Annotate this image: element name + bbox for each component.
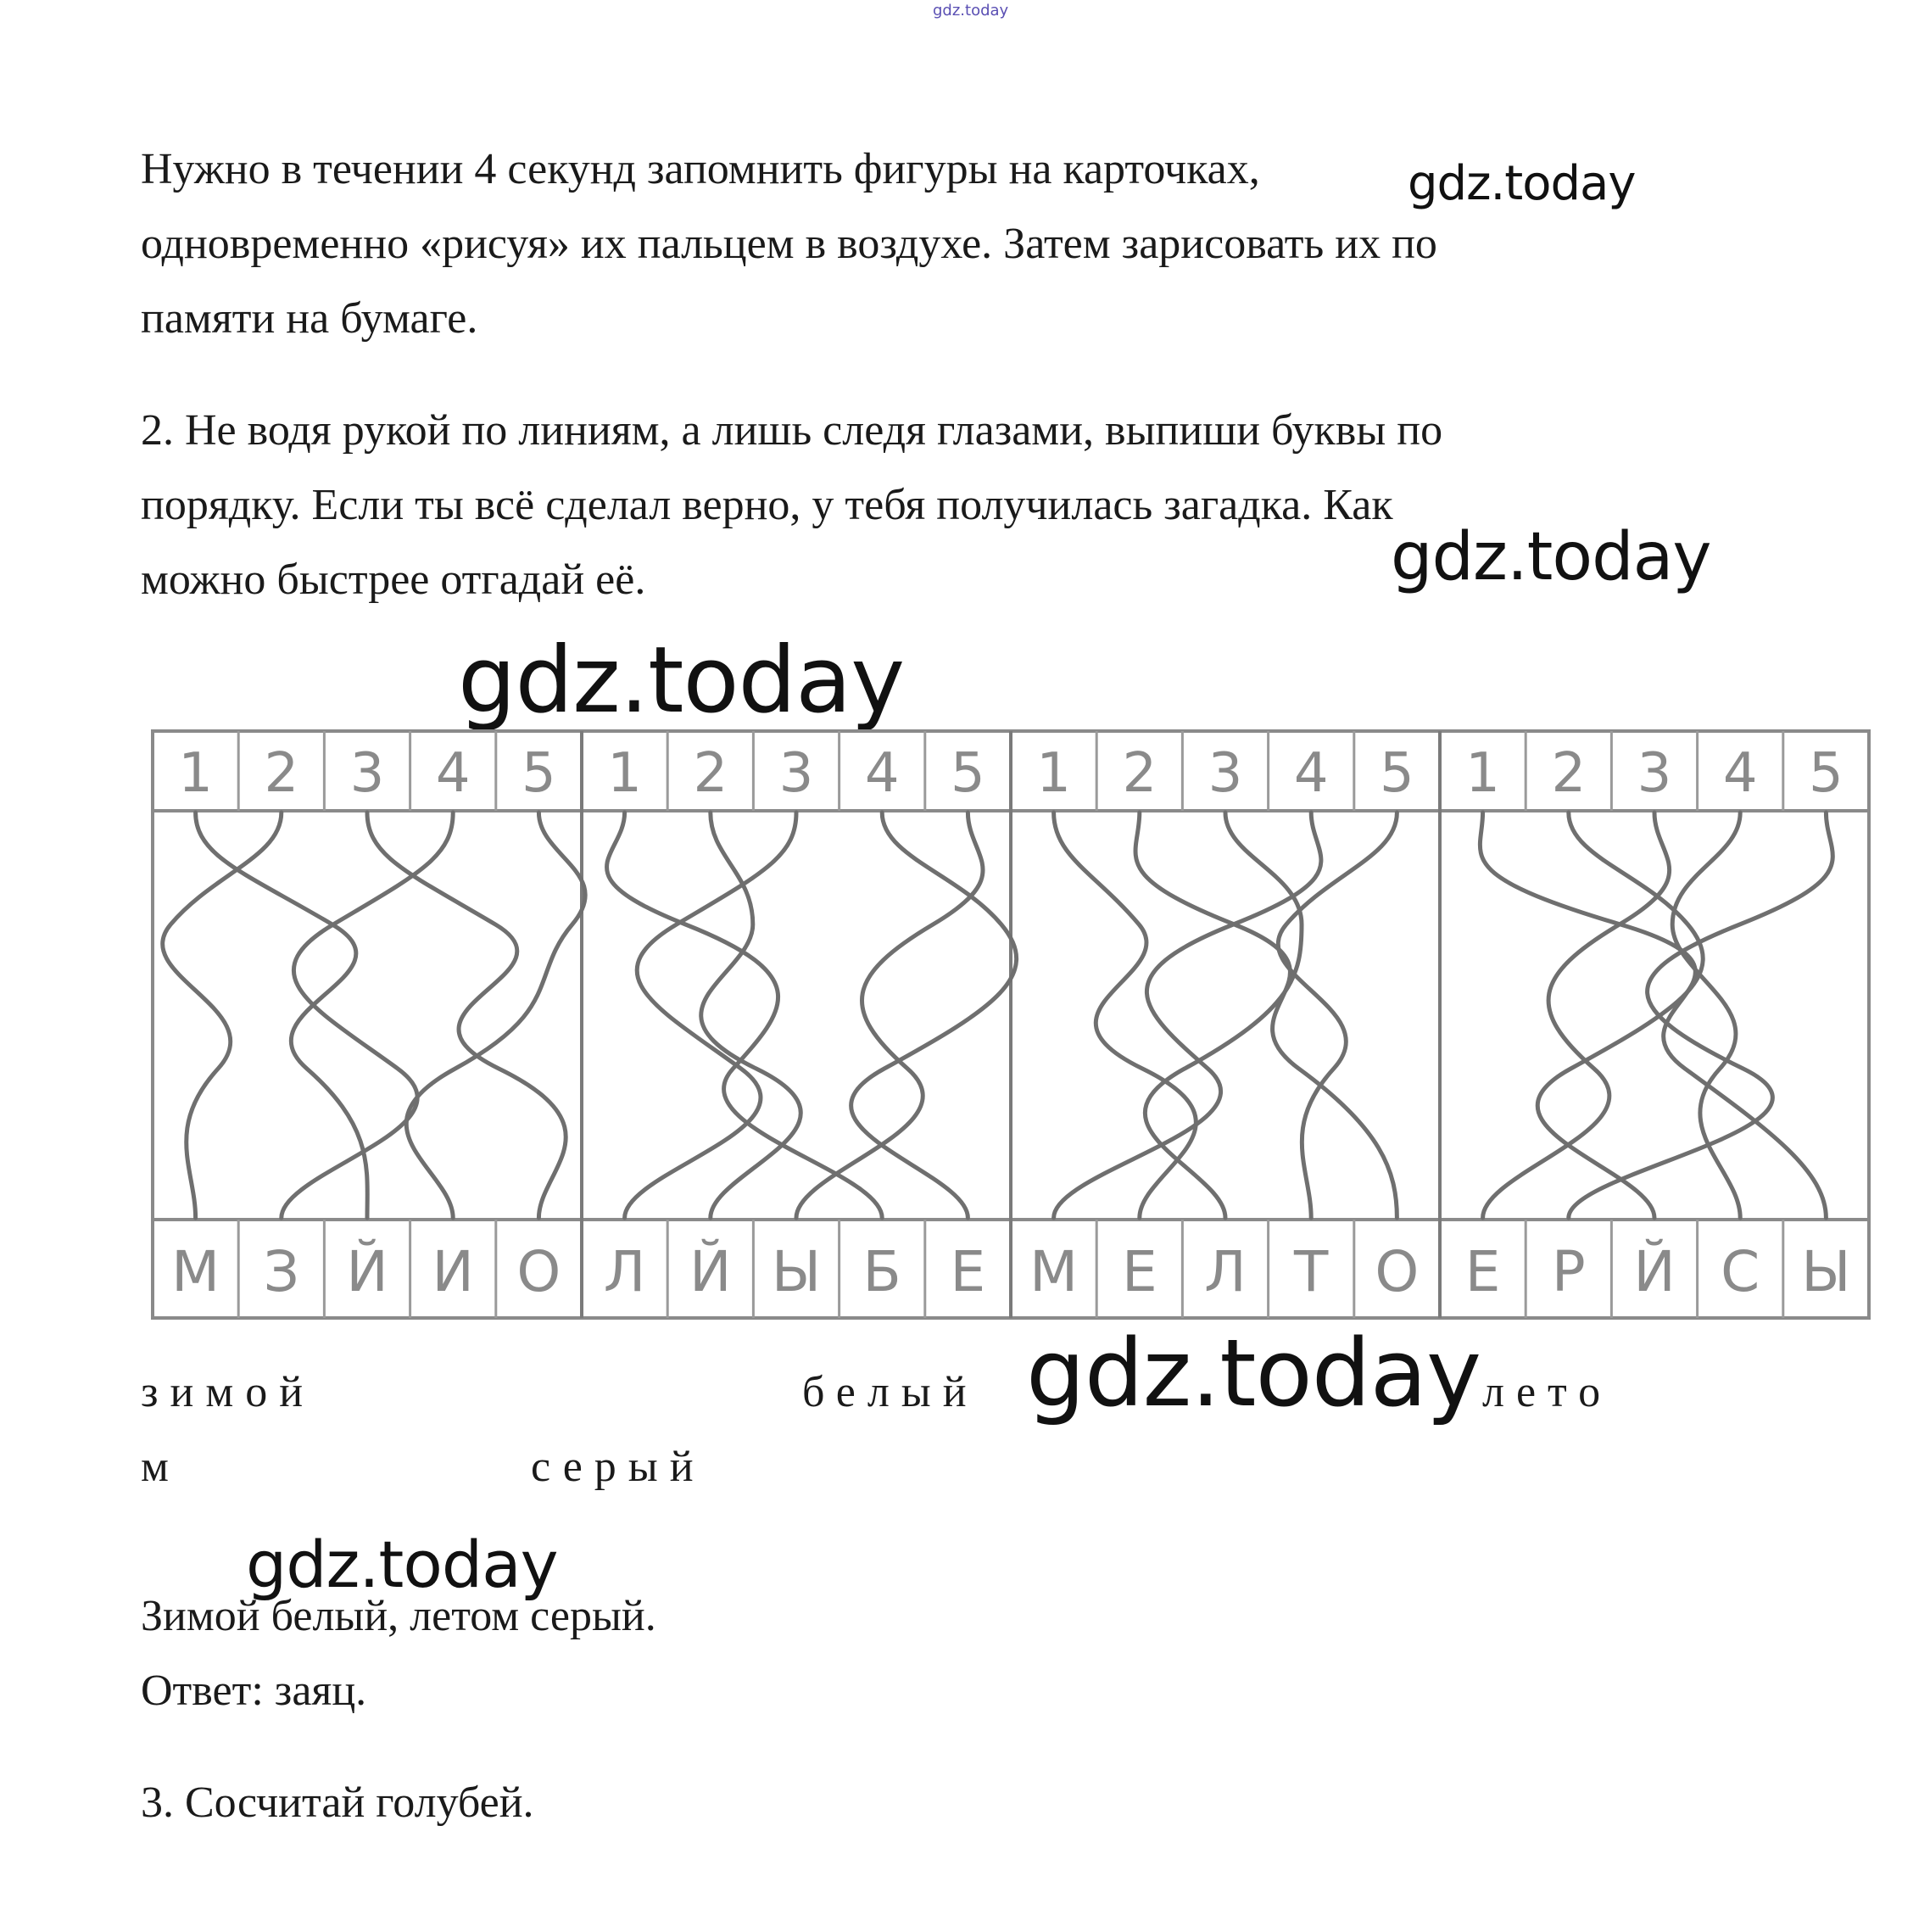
header-watermark: gdz.today (933, 2, 1009, 20)
maze-letter: И (432, 1239, 474, 1304)
maze-line (1480, 812, 1826, 1218)
maze-line (282, 812, 453, 1218)
task2-line-2: порядку. Если ты всё сделал верно, у тебя получилась загадка. Как (141, 481, 1393, 529)
decoded-word-belyi: белый (802, 1368, 979, 1416)
maze-letter: Б (862, 1239, 901, 1304)
maze-number: 3 (1208, 742, 1243, 805)
maze-line (796, 812, 983, 1218)
intro-line-3: памяти на бумаге. (141, 294, 478, 343)
maze-letter: Е (1464, 1239, 1501, 1304)
maze-number: 2 (693, 742, 728, 805)
maze-line (1483, 812, 1670, 1218)
maze-letter: М (171, 1239, 220, 1304)
task3-text: 3. Сосчитай голубей. (141, 1778, 534, 1827)
answer-text: Ответ: заяц. (141, 1667, 367, 1715)
maze-line (1278, 812, 1397, 1218)
maze-letter: Й (346, 1239, 388, 1304)
maze-line (1145, 812, 1302, 1218)
maze-letter: З (263, 1239, 299, 1304)
watermark: gdz.today (1026, 1319, 1481, 1427)
maze-number: 2 (1122, 742, 1157, 805)
maze-puzzle (151, 729, 1872, 1323)
decoded-word-zimoi: зимой (141, 1368, 315, 1416)
maze-number: 4 (864, 742, 900, 805)
maze-number: 3 (1637, 742, 1672, 805)
decoded-word-seryi: серый (531, 1443, 706, 1491)
maze-number: 5 (1380, 742, 1414, 805)
intro-line-1: Нужно в течении 4 секунд запомнить фигуры на карточках, (141, 145, 1260, 193)
maze-letter: М (1029, 1239, 1079, 1304)
maze-number: 3 (349, 742, 385, 805)
watermark: gdz.today (1391, 519, 1711, 595)
maze-number: 1 (1465, 742, 1500, 805)
maze-letter: Е (1121, 1239, 1157, 1304)
maze-number: 3 (778, 742, 814, 805)
maze-letter: Л (1204, 1239, 1247, 1304)
maze-line (607, 812, 883, 1218)
maze-line (1054, 812, 1321, 1218)
maze-letter: Е (950, 1239, 986, 1304)
maze-number: 1 (607, 742, 642, 805)
maze-number: 2 (264, 742, 299, 805)
watermark: gdz.today (246, 1527, 558, 1602)
decoded-word-leto: лето (1482, 1368, 1613, 1416)
riddle-text: Зимой белый, летом серый. (141, 1592, 656, 1640)
maze-number: 4 (435, 742, 471, 805)
maze-letter: Т (1294, 1239, 1329, 1304)
maze-letter: О (1375, 1239, 1420, 1304)
maze-letter: Р (1551, 1239, 1586, 1304)
maze-letter: Л (603, 1239, 646, 1304)
maze-letter: Й (689, 1239, 732, 1304)
maze-number: 2 (1551, 742, 1587, 805)
decoded-word-m: м (141, 1443, 181, 1491)
maze-line (163, 812, 282, 1218)
watermark: gdz.today (1408, 156, 1636, 211)
maze-letter: С (1721, 1239, 1760, 1304)
task2-line-3: можно быстрее отгадай её. (141, 556, 646, 604)
maze-letter: Ы (1801, 1239, 1851, 1304)
maze-number: 1 (1036, 742, 1071, 805)
maze-line (367, 812, 566, 1218)
maze-letter: О (516, 1239, 561, 1304)
maze-line (406, 812, 585, 1218)
maze-number: 5 (522, 742, 556, 805)
watermark: gdz.today (458, 628, 905, 734)
maze-number: 5 (1809, 742, 1844, 805)
maze-number: 4 (1722, 742, 1758, 805)
maze-letter: Ы (771, 1239, 822, 1304)
maze-line (851, 812, 1017, 1218)
maze-line (701, 812, 801, 1218)
task2-line-1: 2. Не водя рукой по линиям, а лишь следя глазами, выпиши буквы по (141, 406, 1443, 455)
maze-number: 1 (178, 742, 213, 805)
intro-line-2: одновременно «рисуя» их пальцем в воздухе. Затем зарисовать их по (141, 220, 1437, 268)
maze-number: 5 (951, 742, 985, 805)
maze-number: 4 (1293, 742, 1329, 805)
maze-letter: Й (1633, 1239, 1676, 1304)
